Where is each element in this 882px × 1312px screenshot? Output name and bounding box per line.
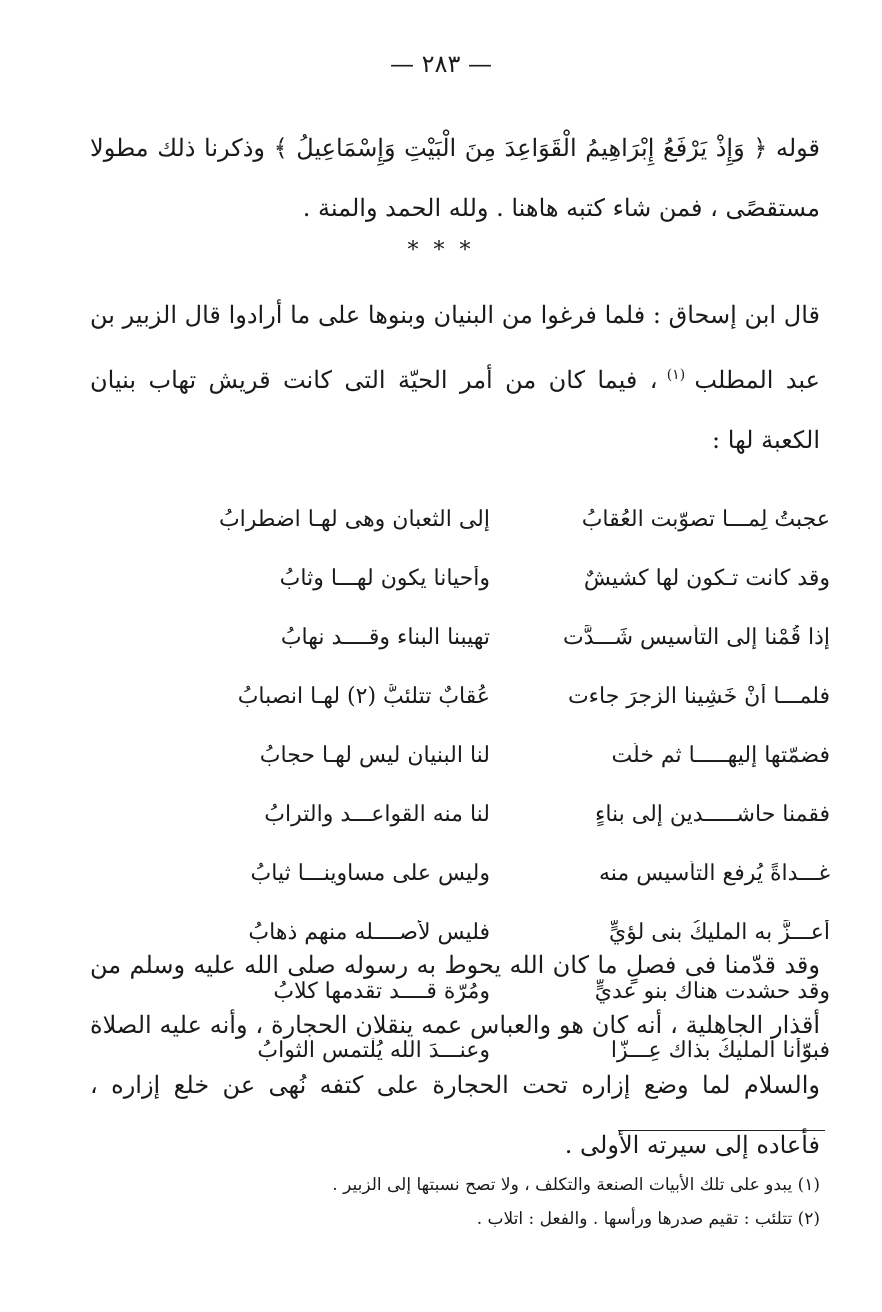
paragraph-quran-reference: قوله ﴿ وَإِذْ يَرْفَعُ إِبْرَاهِيمُ الْقَوَاعِدَ مِنَ الْبَيْتِ وَإِسْمَاعِيلُ ﴾ وذكرنا ذلك مطولا مستقصًى ، فمن شاء كتبه هاهنا . ولله الحمد والمنة . bbox=[90, 134, 820, 222]
verse-second-half: إلى الثعبان وهى لهـا اضطرابُ bbox=[218, 507, 490, 532]
footnote: (٢) تتلئب : تقيم صدرها ورأسها . والفعل : اتلاب . bbox=[476, 1209, 820, 1229]
verse-second-half: لنا منه القواعـــد والترابُ bbox=[264, 802, 490, 827]
paragraph-ibn-ishaq bbox=[90, 285, 820, 470]
poem-verse bbox=[150, 726, 830, 785]
poem-verse bbox=[150, 549, 830, 608]
verse-second-half: وليس على مساوينـــا ثيابُ bbox=[250, 861, 490, 886]
verse-first-half: عجبتُ لِمـــا تصوّبت العُقابُ bbox=[581, 507, 830, 532]
footnote: (١) يبدو على تلك الأبيات الصنعة والتكلف ، ولا تصح نسبتها إلى الزبير . bbox=[332, 1175, 820, 1195]
verse-first-half: غـــداةً يُرفع التأسيس منه bbox=[599, 861, 830, 886]
footnote-reference: (١) bbox=[657, 367, 695, 383]
poem-verse bbox=[150, 608, 830, 667]
poem-verse bbox=[150, 844, 830, 903]
verse-second-half: تهيبنا البناء وقــــد نهابُ bbox=[280, 625, 490, 650]
page-number: — ٢٨٣ — bbox=[390, 50, 492, 78]
footnotes bbox=[200, 1168, 820, 1236]
verse-first-half: فبوّأنا المليكُ بذاك عِـــزّا bbox=[610, 1038, 830, 1063]
verse-second-half: ومُرّة قــــد تقدمها كلابُ bbox=[273, 979, 490, 1004]
verse-second-half: وأحيانا يكون لهـــا وثابُ bbox=[279, 566, 490, 591]
verse-second-half: لنا البنيان ليس لهـا حجابُ bbox=[259, 743, 490, 768]
verse-first-half: فقمنا حاشـــــدين إلى بناءٍ bbox=[594, 802, 830, 827]
verse-first-half: إذا قُمْنا إلى التأسيس شَـــدَّت bbox=[562, 625, 830, 650]
verse-first-half: فلمـــا أنْ خَشِينا الزجرَ جاءت bbox=[567, 684, 830, 709]
poem-verse bbox=[150, 667, 830, 726]
section-separator: * * * bbox=[407, 238, 475, 263]
poem-verse bbox=[150, 490, 830, 549]
footnote-divider bbox=[618, 1130, 825, 1131]
verse-second-half: وعنـــدَ الله يُلْتمس الثوابُ bbox=[257, 1038, 490, 1063]
verse-first-half: وقد حشدت هناك بنو عديٍّ bbox=[594, 979, 830, 1004]
verse-first-half: أعـــزَّ به المليكُ بنى لؤيٍّ bbox=[609, 920, 830, 945]
paragraph-earlier-chapter: وقد قدّمنا فى فصلٍ ما كان الله يحوط به رسوله صلى الله عليه وسلم من أقذار الجاهلية ، أنه كان هو والعباس عمه ينقلان الحجارة ، وأنه عليه الصلاة والسلام لما وضع إزاره تحت الحجارة على كتفه نُهى عن خلع إزاره ، فأعاده إلى سيرته الأولى . bbox=[90, 951, 820, 1159]
verse-first-half: فضمّتها إليهـــــا ثم خلّت bbox=[611, 743, 830, 768]
verse-first-half: وقد كانت تـكون لها كشيشٌ bbox=[583, 566, 830, 591]
verse-second-half: عُقابٌ تتلئبُّ (٢) لهـا انصبابُ bbox=[237, 684, 490, 709]
paragraph-ibn-ishaq-text: قال ابن إسحاق : فلما فرغوا من البنيان وبنوها على ما أرادوا قال الزبير بن عبد المطلب $^{(١)}$ ، فيما كان من أمر الحيّة التى كانت قريش تهاب بنيان الكعبة لها : bbox=[90, 301, 820, 454]
poem-verse bbox=[150, 785, 830, 844]
verse-second-half: فليس لأصــــله منهم ذهابُ bbox=[248, 920, 490, 945]
